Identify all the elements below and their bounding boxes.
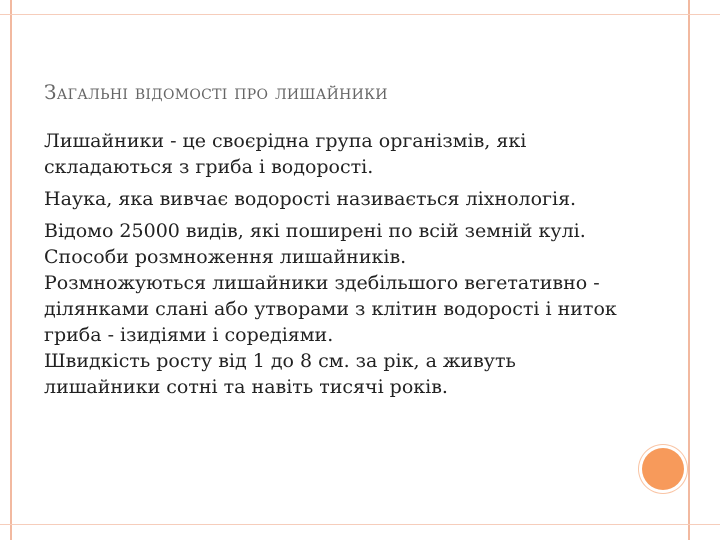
frame-line-right bbox=[688, 0, 690, 540]
body-paragraph-definition: Лишайники - це своєрідна група організмів, які складаються з гриба і водорості. bbox=[44, 130, 527, 178]
body-paragraph-species: Відомо 25000 видів, які поширені по всій земній кулі. bbox=[44, 220, 586, 242]
frame-line-top bbox=[0, 14, 720, 15]
slide-title: Загальні відомості про лишайники bbox=[44, 80, 388, 104]
frame-line-bottom bbox=[0, 524, 720, 525]
decorative-circle-icon bbox=[642, 448, 684, 490]
body-paragraph-science: Наука, яка вивчає водорості називається ліхнологія. bbox=[44, 188, 577, 210]
body-paragraph-growth: Швидкість росту від 1 до 8 см. за рік, а живуть лишайники сотні та навіть тисячі років. bbox=[44, 350, 516, 398]
body-paragraph-reproduction: Розмножуються лишайники здебільшого вегетативно - ділянками слані або утворами з клітин водорості і ниток гриба - ізидіями і соредіями. bbox=[44, 272, 617, 346]
body-paragraph-reproduction-heading: Способи розмноження лишайників. bbox=[44, 246, 407, 268]
frame-line-left bbox=[10, 0, 12, 540]
slide-body bbox=[44, 128, 634, 400]
